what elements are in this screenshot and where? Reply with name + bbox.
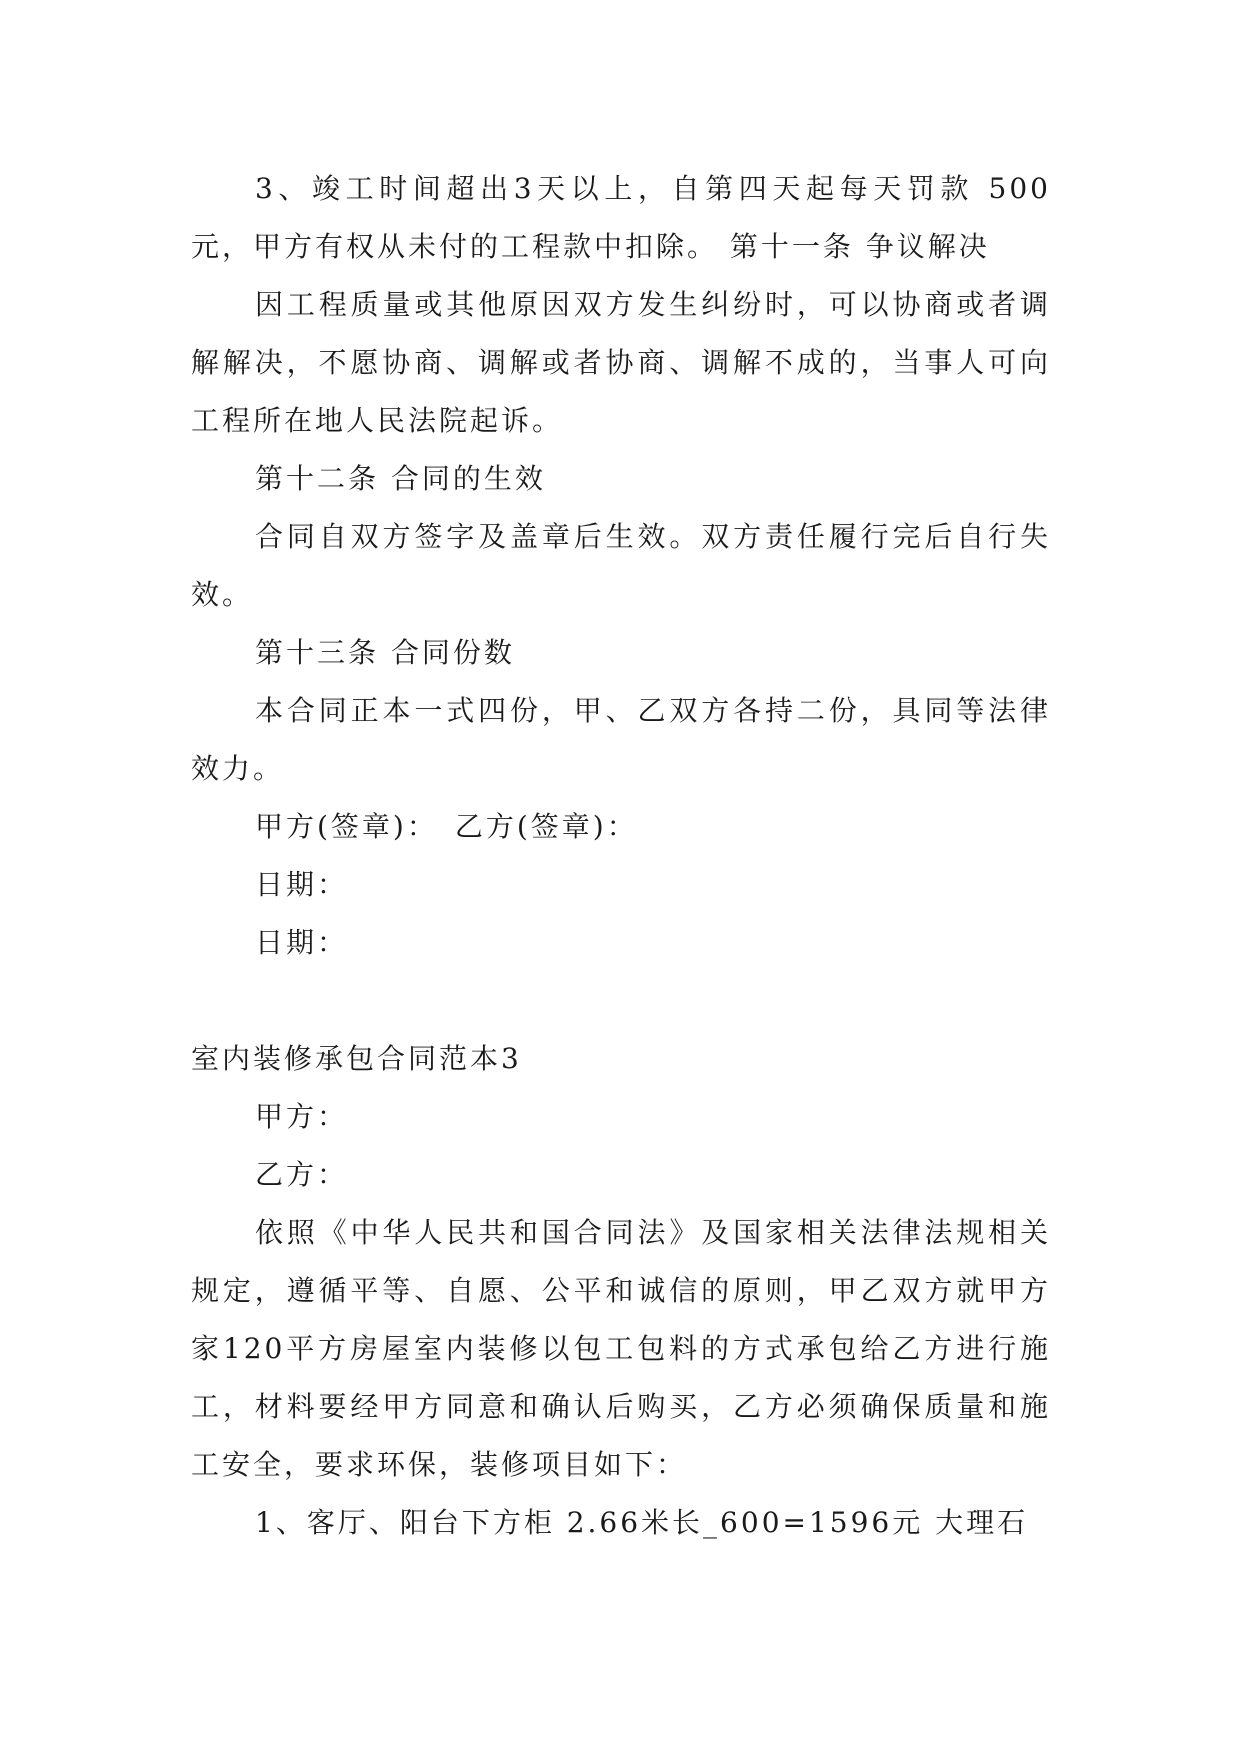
article-12-heading: 第十二条 合同的生效 [255,462,546,495]
clause-dispute-resolution: 因工程质量或其他原因双方发生纠纷时，可以协商或者调解解决，不愿协商、调解或者协商、调解不成的，当事人可向工程所在地人民法院起诉。 [191,288,1051,437]
signature-line: 甲方(签章)： 乙方(签章)： [255,810,638,843]
clause-completion-penalty: 3、竣工时间超出3天以上，自第四天起每天罚款 500元，甲方有权从未付的工程款中扣除。 第十一条 争议解决 [191,172,1051,263]
date-line-2: 日期： [255,926,349,959]
item-1-living-room: 1、客厅、阳台下方柜 2.66米长_600=1596元 大理石 [255,1506,1029,1539]
clause-preamble: 依照《中华人民共和国合同法》及国家相关法律法规相关规定，遵循平等、自愿、公平和诚信的原则，甲乙双方就甲方家120平方房屋室内装修以包工包料的方式承包给乙方进行施工，材料要经甲方同意和确认后购买，乙方必须确保质量和施工安全，要求环保，装修项目如下： [191,1216,1051,1481]
section-spacer [191,972,1051,1030]
document-body [191,160,1051,1552]
clause-effectiveness: 合同自双方签字及盖章后生效。双方责任履行完后自行失效。 [191,520,1051,611]
party-a-line: 甲方： [255,1100,349,1133]
clause-copies: 本合同正本一式四份，甲、乙双方各持二份，具同等法律效力。 [191,694,1051,785]
article-13-heading: 第十三条 合同份数 [255,636,515,669]
section-title: 室内装修承包合同范本3 [191,1042,522,1075]
date-line-1: 日期： [255,868,349,901]
party-b-line: 乙方： [255,1158,349,1191]
